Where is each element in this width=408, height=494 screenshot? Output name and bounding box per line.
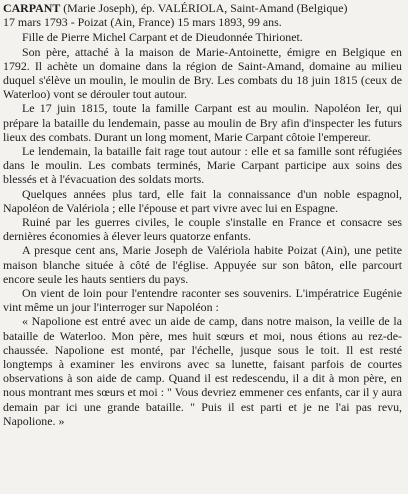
paragraph-quote: « Napolione est entré avec un aide de camp, dans notre maison, la veille de la bataille de Waterloo. Mon père, mes huit sœurs et moi, nous étions au rez-de-chaussée. Napolione est monté, par l'échelle, jusque sous le toit. Il est resté longtemps à examiner les environs avec sa lunette, faisant parfois de courtes observations à son aide de camp. Quand il est redescendu, il a dit à mon père, en nous montrant mes sœurs et moi : " Vous devriez emmener ces enfants, car il y aura demain par ici une grande bataille. " Puis il est parti et je ne l'ai pas revu, Napolione. »: [3, 314, 402, 428]
paragraph-ruin: Ruiné par les guerres civiles, le couple s'installe en France et consacre ses dernières économies à élever leurs quatorze enfants.: [3, 215, 402, 244]
entry-dates: 17 mars 1793 - Poizat (Ain, France) 15 mars 1893, 99 ans.: [3, 15, 282, 30]
paragraph-marriage: Quelques années plus tard, elle fait la connaissance d'un noble espagnol, Napoléon de Valériola ; elle l'épouse et part vivre avec lui en Espagne.: [3, 186, 402, 215]
paragraph-poizat: A presque cent ans, Marie Joseph de Valériola habite Poizat (Ain), une petite maison blanche située à côté de l'église. Appuyée sur son bâton, elle parcourt encore seule les hauts sentiers du pays.: [3, 243, 402, 286]
paragraph-visitors: On vient de loin pour l'entendre raconter ses souvenirs. L'impératrice Eugénie vint même un jour l'interroger sur Napoléon :: [3, 286, 402, 315]
entry-header: [3, 1, 402, 15]
entry-names: (Marie Joseph), ép. VALÉRIOLA, Saint-Amand (Belgique): [60, 1, 348, 15]
paragraph-parents: Fille de Pierre Michel Carpant et de Dieudonnée Thirionet.: [22, 30, 303, 45]
entry-surname: CARPANT: [3, 1, 61, 15]
paragraph-june-17: Le 17 juin 1815, toute la famille Carpant est au moulin. Napoléon Ier, qui prépare la bataille du lendemain, passe au moulin de Bry afin d'inspecter les futurs lieux des combats. Durant un long moment, Marie Carpant côtoie l'empereur.: [3, 101, 402, 144]
paragraph-father: Son père, attaché à la maison de Marie-Antoinette, émigre en Belgique en 1792. Il achète un domaine dans la région de Saint-Amand, domaine au milieu duquel s'élève un moulin, le moulin de Bry. Les combats du 18 juin 1815 (ceux de Waterloo) vont se dérouler tout autour.: [3, 44, 402, 102]
paragraph-battle: Le lendemain, la bataille fait rage tout autour : elle et sa famille sont réfugiées dans le moulin. Les combats terminés, Marie Carpant participe aux soins des blessés et à l'évacuation des soldats morts.: [3, 144, 402, 187]
